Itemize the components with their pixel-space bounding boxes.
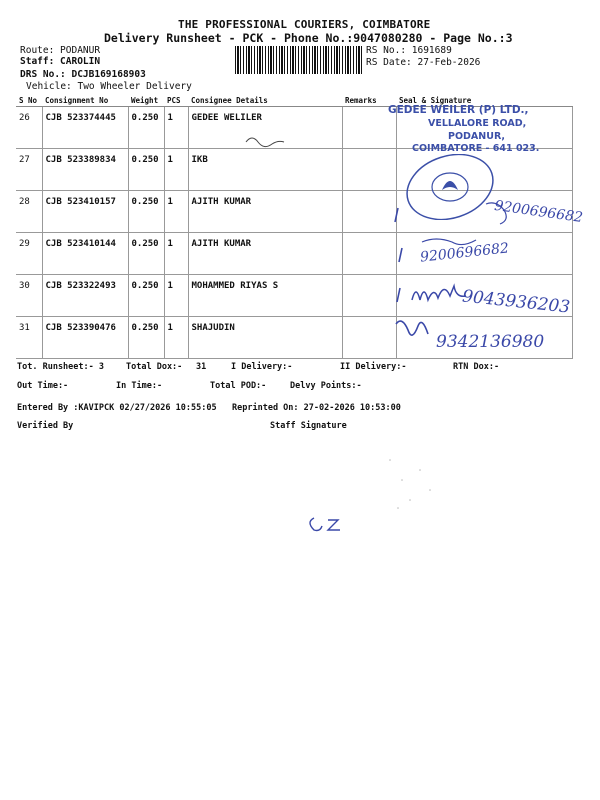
row-sno: 30 <box>16 275 42 317</box>
stamp-line-4: COIMBATORE - 641 023. <box>412 143 540 154</box>
row-pcs: 1 <box>164 275 188 317</box>
row-pcs: 1 <box>164 317 188 359</box>
row-consignee: AJITH KUMAR <box>188 233 342 275</box>
row-remarks <box>342 191 396 233</box>
staff-label: Staff: CAROLIN <box>20 56 101 67</box>
delvy-points: Delvy Points:- <box>290 381 362 391</box>
stamp-line-2: VELLALORE ROAD, <box>428 118 527 129</box>
phone-row31: 9342136980 <box>436 332 545 352</box>
ii-delivery: II Delivery:- <box>340 362 407 372</box>
route-label: Route: PODANUR <box>20 45 101 56</box>
runsheet-title: Delivery Runsheet - PCK - Phone No.:9047080280 - Page No.:3 <box>104 31 513 45</box>
in-time: In Time:- <box>116 381 163 391</box>
entered-by: Entered By :KAVIPCK 02/27/2026 10:55:05 <box>17 403 217 413</box>
row-consignee: AJITH KUMAR <box>188 191 342 233</box>
col-consignment: Consignment No <box>42 94 128 107</box>
row-pcs: 1 <box>164 191 188 233</box>
row-weight: 0.250 <box>128 107 164 149</box>
row-consignment: CJB 523390476 <box>42 317 128 359</box>
vehicle-label: Vehicle: Two Wheeler Delivery <box>26 81 192 92</box>
reprinted-on: Reprinted On: 27-02-2026 10:53:00 <box>232 403 401 413</box>
row-pcs: 1 <box>164 149 188 191</box>
phone-row30: 9043936203 <box>461 286 571 318</box>
col-weight: Weight <box>128 94 164 107</box>
row-weight: 0.250 <box>128 191 164 233</box>
stamp-line-1: GEDEE WEILER (P) LTD., <box>388 104 529 116</box>
row-consignment: CJB 523410144 <box>42 233 128 275</box>
barcode <box>235 46 363 74</box>
phone-row29: 9200696682 <box>419 240 510 266</box>
rs-number: RS No.: 1691689 <box>366 45 452 56</box>
verified-by: Verified By <box>17 421 74 431</box>
row-consignee: MOHAMMED RIYAS S <box>188 275 342 317</box>
col-seal: Seal & Signature <box>396 94 572 107</box>
drs-label: DRS No.: DCJB169168903 <box>20 69 146 80</box>
total-pod: Total POD:- <box>210 381 267 391</box>
row-consignment: CJB 523410157 <box>42 191 128 233</box>
row-consignment: CJB 523322493 <box>42 275 128 317</box>
rs-date: RS Date: 27-Feb-2026 <box>366 57 481 68</box>
row-sno: 29 <box>16 233 42 275</box>
phone-row28: 9200696682 <box>493 197 584 227</box>
col-pcs: PCS <box>164 94 188 107</box>
row-weight: 0.250 <box>128 233 164 275</box>
row-remarks <box>342 275 396 317</box>
rtn-dox: RTN Dox:- <box>453 362 500 372</box>
col-consignee: Consignee Details <box>188 94 342 107</box>
row-consignee: SHAJUDIN <box>188 317 342 359</box>
row-remarks <box>342 233 396 275</box>
scan-noise-icon <box>380 450 440 520</box>
row-consignment: CJB 523374445 <box>42 107 128 149</box>
row-sno: 27 <box>16 149 42 191</box>
row-consignee: IKB <box>188 149 342 191</box>
initials-scribble-icon <box>304 510 356 534</box>
row-remarks <box>342 317 396 359</box>
col-remarks: Remarks <box>342 94 396 107</box>
row-sno: 26 <box>16 107 42 149</box>
stamp-line-3: PODANUR, <box>448 131 506 142</box>
row-weight: 0.250 <box>128 275 164 317</box>
row-consignment: CJB 523389834 <box>42 149 128 191</box>
handwritten-marks-icon <box>390 196 600 356</box>
col-sno: S No <box>16 94 42 107</box>
row-sno: 28 <box>16 191 42 233</box>
company-title: THE PROFESSIONAL COURIERS, COIMBATORE <box>178 18 431 31</box>
signature-row26-icon <box>244 132 288 150</box>
row-weight: 0.250 <box>128 317 164 359</box>
row-weight: 0.250 <box>128 149 164 191</box>
row-pcs: 1 <box>164 107 188 149</box>
row-remarks <box>342 149 396 191</box>
row-pcs: 1 <box>164 233 188 275</box>
i-delivery: I Delivery:- <box>231 362 293 372</box>
total-dox-value: 31 <box>196 362 207 372</box>
row-sno: 31 <box>16 317 42 359</box>
row-consignee: GEDEE WELILER <box>188 107 342 149</box>
total-dox-label: Total Dox:- <box>126 362 183 372</box>
out-time: Out Time:- <box>17 381 69 391</box>
tot-runsheet: Tot. Runsheet:- 3 <box>17 362 104 372</box>
staff-signature: Staff Signature <box>270 421 347 431</box>
